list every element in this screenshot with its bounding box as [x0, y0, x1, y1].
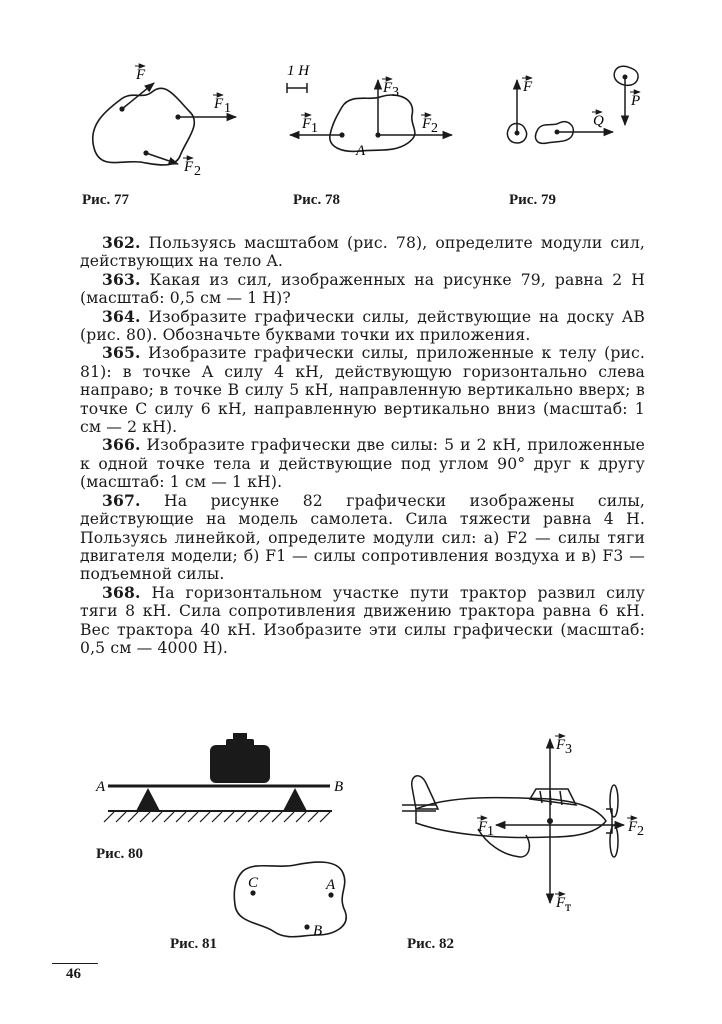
figure-77: [80, 60, 260, 185]
svg-text:F: F: [478, 819, 488, 835]
svg-text:F: F: [184, 159, 194, 175]
svg-text:3: 3: [392, 85, 399, 100]
label-f: [522, 78, 533, 95]
figure-81: [225, 855, 365, 945]
problem-366: 366. Изобразите графически две силы: 5 и 2 кН, приложенные к одной точке тела и действующие под углом 90° друг к другу (масштаб: 1 см — 1 кН).: [80, 435, 645, 492]
svg-text:F: F: [556, 895, 566, 911]
ground-hatching: [104, 812, 330, 822]
caption-fig-77: Рис. 77: [82, 192, 129, 208]
problem-362: 362. Пользуясь масштабом (рис. 78), определите модули сил, действующих на тело A.: [80, 233, 645, 271]
label-f2: [421, 115, 438, 136]
problem-367: 367. На рисунке 82 графически изображены силы, действующие на модель самолета. Сила тяжести равна 4 Н. Пользуясь линейкой, определите модули сил: а) F2 — силы тяги двигателя модели; б) F1 — силы сопротивления воздуха и в) F3 — подъемной силы.: [80, 490, 645, 584]
caption-fig-79: Рис. 79: [509, 192, 556, 208]
svg-text:F: F: [383, 80, 393, 96]
body-outline: [234, 862, 346, 937]
scale-label: 1 Н: [287, 63, 310, 79]
problem-365: 365. Изобразите графически силы, приложенные к телу (рис. 81): в точке A силу 4 кН, действующую горизонтально слева направо; в точке B силу 5 кН, направленную вертикально вверх; в точке C силу 6 кН, направленную вертикально вниз (масштаб: 1 см — 2 кН).: [80, 343, 645, 437]
airplane: [402, 776, 618, 857]
svg-text:F: F: [136, 67, 146, 83]
svg-text:2: 2: [637, 824, 644, 839]
label-f-top: [135, 66, 146, 83]
svg-text:P: P: [631, 93, 641, 109]
svg-text:2: 2: [431, 121, 438, 136]
svg-text:F: F: [523, 79, 533, 95]
label-point-b: B: [313, 923, 323, 939]
label-ft: [555, 894, 571, 915]
figure-79: [495, 55, 655, 170]
label-f1: [213, 95, 231, 116]
force-bottom-arrow: [146, 153, 178, 164]
caption-fig-81: Рис. 81: [170, 936, 217, 952]
label-point-b: B: [334, 779, 344, 795]
body-outline: [330, 95, 415, 151]
caption-fig-80: Рис. 80: [96, 846, 143, 862]
problem-list: [80, 234, 645, 657]
figure-80: [90, 725, 360, 840]
label-f3: [555, 736, 572, 757]
svg-text:1: 1: [311, 121, 318, 136]
svg-text:F: F: [214, 96, 224, 112]
svg-text:1: 1: [224, 101, 231, 116]
weight: [210, 733, 270, 783]
svg-text:т: т: [565, 900, 572, 915]
caption-fig-78: Рис. 78: [293, 192, 340, 208]
svg-text:F: F: [556, 737, 566, 753]
label-point-a: A: [96, 779, 106, 795]
point-c: [250, 890, 255, 895]
label-f2: [183, 158, 201, 179]
svg-text:Q: Q: [593, 113, 604, 129]
point-b: [304, 924, 309, 929]
label-q: [592, 112, 604, 129]
point-a: [328, 892, 333, 897]
svg-text:1: 1: [487, 824, 494, 839]
support-right: [283, 788, 307, 811]
problem-368: 368. На горизонтальном участке пути трактор развил силу тяги 8 кН. Сила сопротивления движению трактора равна 6 кН. Вес трактора 40 кН. Изобразите эти силы графически (масштаб: 0,5 см — 4000 Н).: [80, 582, 645, 657]
label-point-a: A: [356, 143, 366, 159]
label-p: [630, 92, 640, 109]
label-f2: [627, 818, 644, 839]
caption-fig-82: Рис. 82: [407, 936, 454, 952]
figure-78: [280, 55, 460, 170]
problem-363: 363. Какая из сил, изображенных на рисунке 79, равна 2 Н (масштаб: 0,5 см — 1 Н)?: [80, 269, 645, 308]
support-left: [136, 788, 160, 811]
svg-text:F: F: [302, 116, 312, 132]
page-number-rule: [52, 963, 98, 964]
label-point-c: C: [248, 875, 259, 891]
svg-text:2: 2: [194, 164, 201, 179]
page-number: 46: [66, 966, 81, 982]
problem-364: 364. Изобразите графически силы, действующие на доску AB (рис. 80). Обозначьте буквами точки их приложения.: [80, 306, 645, 345]
label-f1: [301, 115, 318, 136]
svg-text:F: F: [422, 116, 432, 132]
svg-text:F: F: [628, 819, 638, 835]
figure-82: [390, 725, 660, 925]
label-point-a: A: [326, 877, 336, 893]
svg-text:3: 3: [565, 742, 572, 757]
label-f3: [382, 79, 399, 100]
